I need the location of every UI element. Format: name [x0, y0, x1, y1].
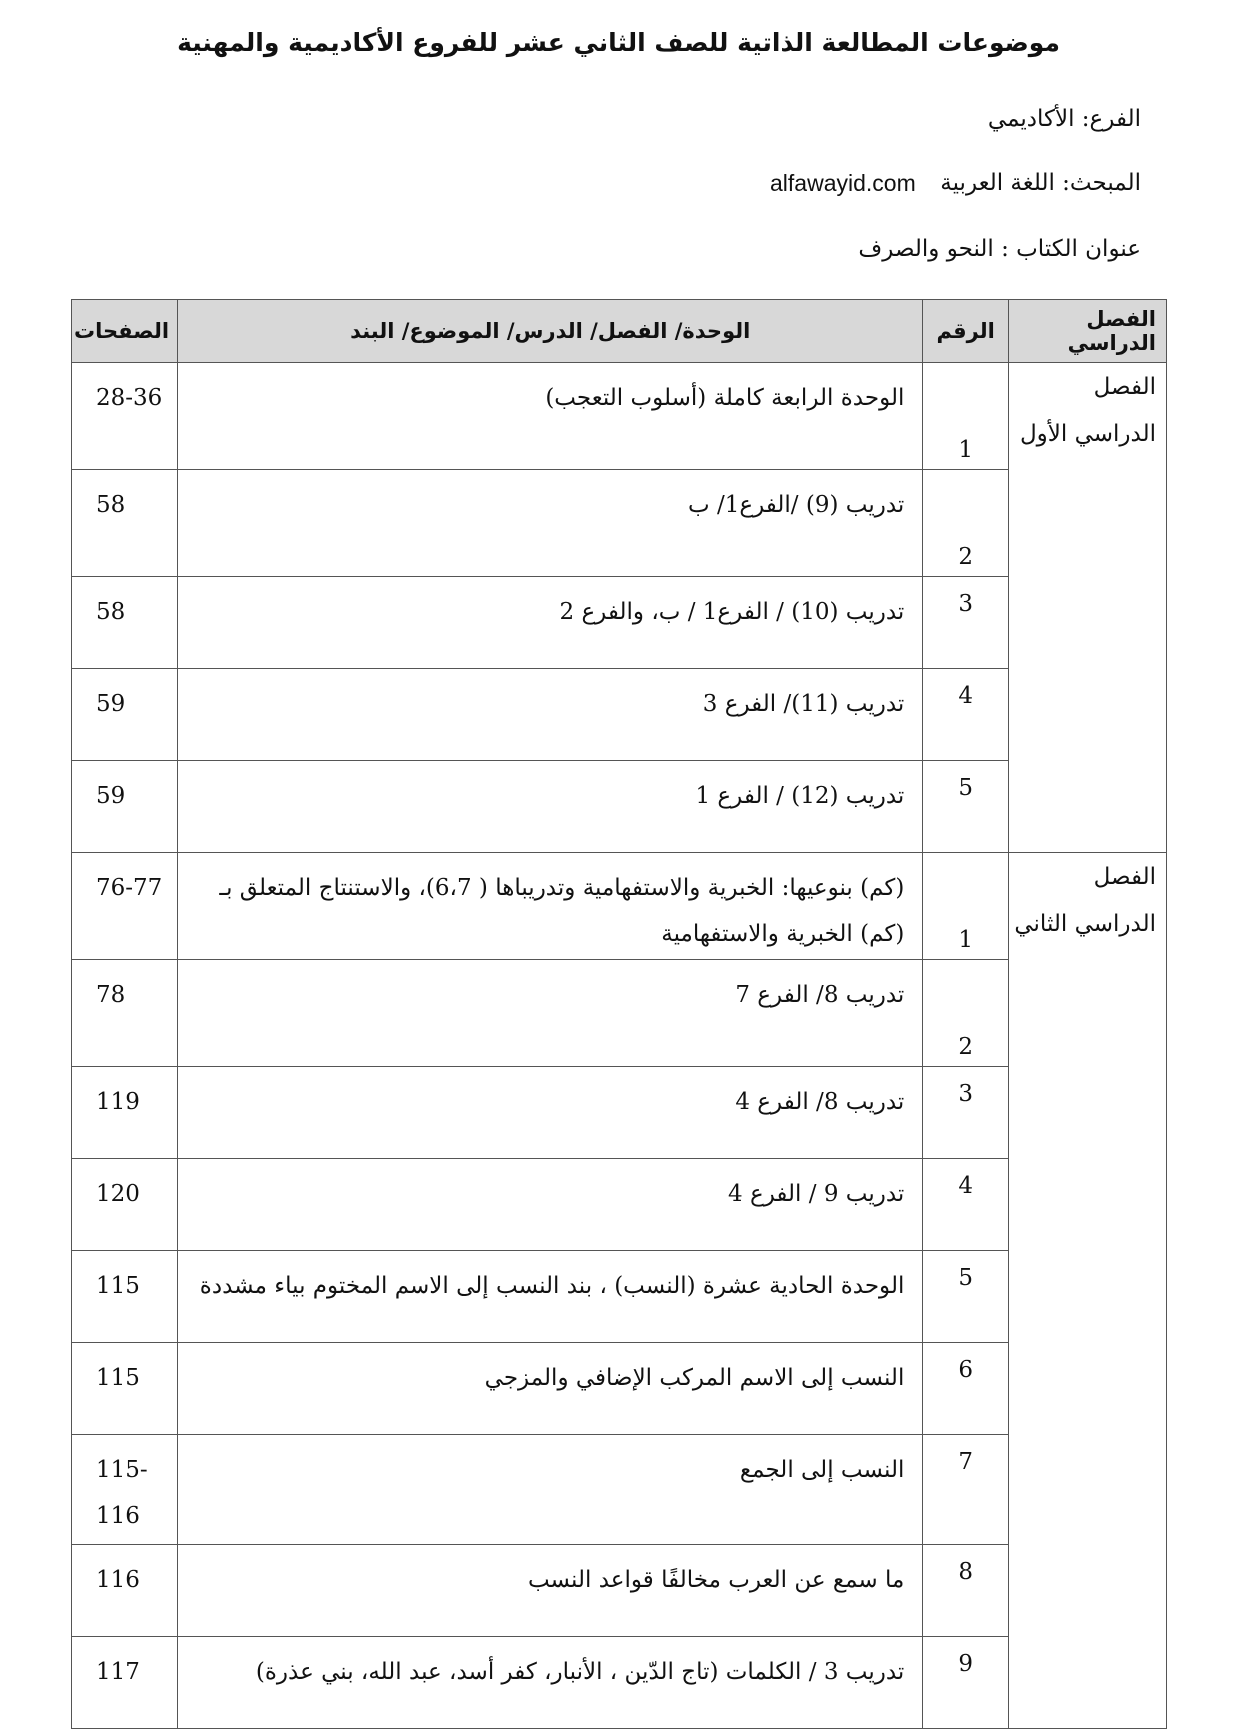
- row-pages: [72, 1251, 178, 1343]
- header-pages: الصفحات: [72, 300, 178, 363]
- row-number: 4: [923, 669, 1009, 761]
- row-pages: [72, 1067, 178, 1159]
- pages-value: 117: [96, 1659, 140, 1685]
- row-number: 5: [923, 1251, 1009, 1343]
- table-row: [72, 669, 1167, 761]
- row-topic: تدريب (9) /الفرع1/ ب: [178, 470, 923, 577]
- study-plan-table: [71, 299, 1167, 1729]
- table-row: [72, 1637, 1167, 1729]
- row-pages: [72, 669, 178, 761]
- header-semester: الفصل الدراسي: [1008, 300, 1166, 363]
- table-row: [72, 1159, 1167, 1251]
- row-topic: الوحدة الحادية عشرة (النسب) ، بند النسب إلى الاسم المختوم بياء مشددة: [178, 1251, 923, 1343]
- pages-value: 76-77: [96, 875, 163, 901]
- row-number: 7: [923, 1435, 1009, 1545]
- table-row: [72, 577, 1167, 669]
- table-row: [72, 363, 1167, 470]
- row-number: 1: [923, 363, 1009, 470]
- row-topic: تدريب 3 / الكلمات (تاج الدّين ، الأنبار، كفر أسد، عبد الله، بني عذرة): [178, 1637, 923, 1729]
- subject-line: المبحث: اللغة العربية: [940, 170, 1141, 196]
- row-pages: [72, 577, 178, 669]
- table-row: [72, 470, 1167, 577]
- row-number: 1: [923, 853, 1009, 960]
- semester-2-label: الفصل الدراسي الثاني: [1008, 853, 1166, 1729]
- table-row: [72, 960, 1167, 1067]
- row-topic: تدريب (11)/ الفرع 3: [178, 669, 923, 761]
- book-title-line: عنوان الكتاب : النحو والصرف: [858, 236, 1141, 262]
- row-pages: [72, 761, 178, 853]
- row-topic: تدريب 9 / الفرع 4: [178, 1159, 923, 1251]
- semester-1-label: الفصل الدراسي الأول: [1008, 363, 1166, 853]
- row-number: 9: [923, 1637, 1009, 1729]
- row-pages: [72, 1435, 178, 1545]
- table-row: [72, 1545, 1167, 1637]
- row-topic: الوحدة الرابعة كاملة (أسلوب التعجب): [178, 363, 923, 470]
- pages-value: 58: [96, 492, 126, 518]
- row-topic: (كم) بنوعيها: الخبرية والاستفهامية وتدريباها ( 6،7)، والاستنتاج المتعلق بـ (كم) الخبرية والاستفهامية: [178, 853, 923, 960]
- row-pages: [72, 1343, 178, 1435]
- table-row: [72, 1435, 1167, 1545]
- pages-value: 119: [96, 1089, 140, 1115]
- table-row: [72, 761, 1167, 853]
- table-row: [72, 1067, 1167, 1159]
- row-number: 3: [923, 577, 1009, 669]
- row-topic: تدريب (10) / الفرع1 / ب، والفرع 2: [178, 577, 923, 669]
- table-row: [72, 853, 1167, 960]
- pages-value: 59: [96, 691, 126, 717]
- row-number: 5: [923, 761, 1009, 853]
- pages-value: 120: [96, 1181, 140, 1207]
- row-pages: [72, 1637, 178, 1729]
- row-number: 4: [923, 1159, 1009, 1251]
- row-number: 2: [923, 470, 1009, 577]
- header-number: الرقم: [923, 300, 1009, 363]
- table-row: [72, 1251, 1167, 1343]
- row-topic: ما سمع عن العرب مخالفًا قواعد النسب: [178, 1545, 923, 1637]
- row-pages: [72, 470, 178, 577]
- table-header-row: [72, 300, 1167, 363]
- pages-value: 78: [96, 982, 126, 1008]
- row-topic: تدريب 8/ الفرع 4: [178, 1067, 923, 1159]
- table-row: [72, 1343, 1167, 1435]
- row-number: 6: [923, 1343, 1009, 1435]
- row-topic: النسب إلى الاسم المركب الإضافي والمزجي: [178, 1343, 923, 1435]
- row-pages: [72, 960, 178, 1067]
- row-pages: [72, 363, 178, 470]
- pages-value: 59: [96, 783, 126, 809]
- pages-value: 115: [96, 1273, 140, 1299]
- pages-value: 115: [96, 1365, 140, 1391]
- branch-line: الفرع: الأكاديمي: [987, 106, 1141, 132]
- pages-value: 28-36: [96, 385, 163, 411]
- pages-value: 115- 116: [96, 1457, 148, 1529]
- row-number: 8: [923, 1545, 1009, 1637]
- row-pages: [72, 1159, 178, 1251]
- row-pages: [72, 853, 178, 960]
- pages-value: 58: [96, 599, 126, 625]
- row-topic: تدريب (12) / الفرع 1: [178, 761, 923, 853]
- row-topic: النسب إلى الجمع: [178, 1435, 923, 1545]
- row-topic: تدريب 8/ الفرع 7: [178, 960, 923, 1067]
- header-topic: الوحدة/ الفصل/ الدرس/ الموضوع/ البند: [178, 300, 923, 363]
- row-number: 3: [923, 1067, 1009, 1159]
- page-title: موضوعات المطالعة الذاتية للصف الثاني عشر للفروع الأكاديمية والمهنية: [177, 28, 1060, 57]
- pages-value: 116: [96, 1567, 140, 1593]
- website-link[interactable]: alfawayid.com: [770, 170, 916, 196]
- row-number: 2: [923, 960, 1009, 1067]
- row-pages: [72, 1545, 178, 1637]
